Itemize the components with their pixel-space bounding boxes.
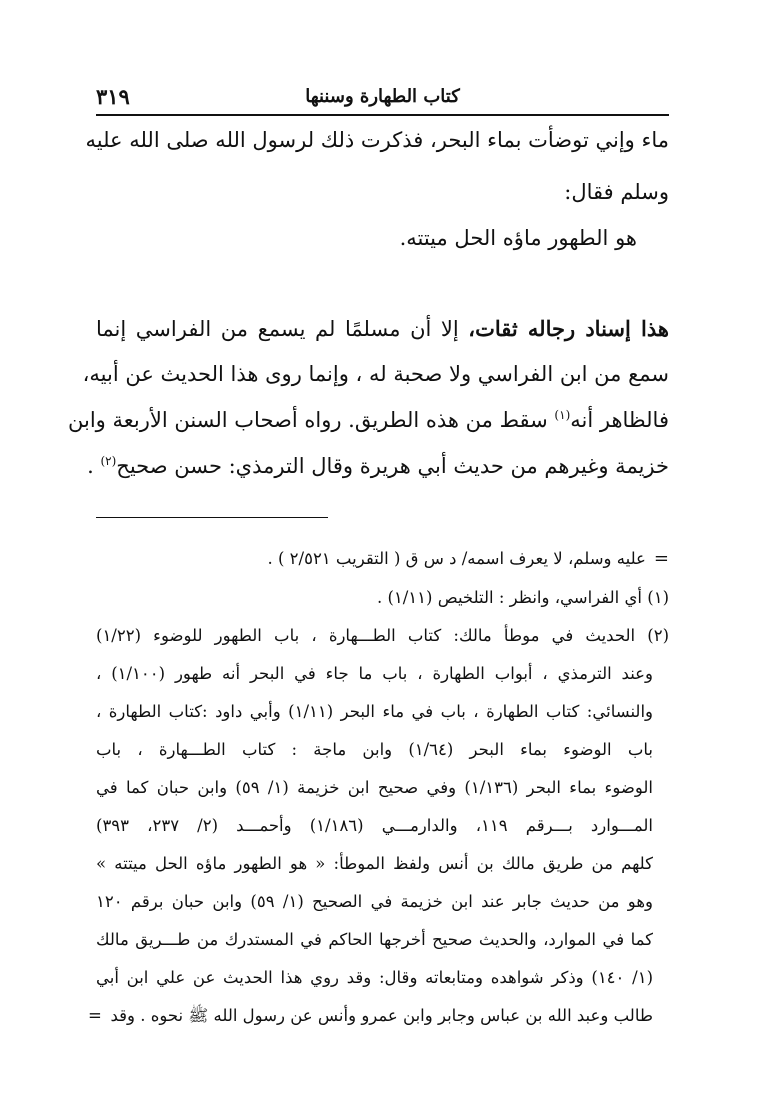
footnote-continuation [96,548,669,569]
body-line-2: وسلم فقال: [564,180,669,204]
para-line-1 [96,316,669,341]
footnote-2-line-1: (٢) الحديث في موطأ مالك: كتاب الطـــهارة ، باب الطهور للوضوء (١/٢٢) [96,626,669,645]
footnote-2-line-9: كما في الموارد، والحديث صحيح أخرجها الحاكم في المستدرك من طـــريق مالك [96,930,653,949]
footnote-2-line-11 [88,1006,653,1030]
para-line-2: سمع من ابن الفراسي ولا صحبة له ، وإنما روى هذا الحديث عن أبيه، [82,362,669,386]
para-line-3-b: سقط من هذه الطريق. رواه أصحاب السنن الأربعة وابن [67,408,555,432]
footnote-divider [96,517,328,518]
footnote-1: (١) أي الفراسي، وانظر : التلخيص (١/١١) . [376,588,669,607]
footnote-2-line-6: المـــوارد بـــرقم ١١٩، والدارمـــي (١/١٨٦) وأحمـــد (٢/ ٢٣٧، ٣٩٣) [96,816,653,835]
para-line-4-b: . [87,454,101,478]
running-header [96,84,669,116]
isnad-heading: هذا إسناد رجاله ثقات، [468,316,669,341]
footnote-2-line-3: والنسائي: كتاب الطهارة ، باب في ماء البحر (١/١١) وأبي داود :كتاب الطهارة ، [96,702,653,721]
continuation-mark: = [653,548,669,569]
footnote-ref-1: (١) [554,408,571,422]
continuation-text: عليه وسلم، لا يعرف اسمه/ د س ق ( التقريب ٢/٥٢١ ) . [267,549,646,568]
footnote-2-line-10: (١/ ١٤٠) وذكر شواهده ومتابعاته وقال: وقد روي هذا الحديث عن علي ابن أبي [96,968,654,987]
end-continuation-mark: = [88,1006,102,1025]
para-line-4-a: خزيمة وغيرهم من حديث أبي هريرة وقال الترمذي: حسن صحيح [116,454,669,478]
footnote-2-line-2: وعند الترمذي ، أبواب الطهارة ، باب ما جاء في البحر أنه طهور (١/١٠٠) ، [96,664,653,683]
para-line-4 [87,454,669,478]
chapter-title: كتاب الطهارة وسننها [305,86,460,107]
footnote-2-line-5: الوضوء بماء البحر (١/١٣٦) وفي صحيح ابن خزيمة (١/ ٥٩) وابن حبان كما في [96,778,653,797]
para-line-3-a: فالظاهر أنه [570,408,669,432]
para-line-1-rest: إلا أن مسلمًا لم يسمع من الفراسي إنما [96,317,469,341]
page-number: ٣١٩ [96,84,130,109]
body-line-1: ماء وإني توضأت بماء البحر، فذكرت ذلك لرسول الله صلى الله عليه [85,128,669,152]
footnote-2-line-11-text: طالب وعبد الله بن عباس وجابر وابن عمرو وأنس عن رسول الله ﷺ نحوه . وقد [110,1006,653,1025]
hadith-text: هو الطهور ماؤه الحل ميتته. [399,226,637,250]
footnote-2-line-4: باب الوضوء بماء البحر (١/٦٤) وابن ماجة : كتاب الطـــهارة ، باب [96,740,653,759]
para-line-3 [67,408,669,432]
footnote-2-line-8: وهو من حديث جابر عند ابن خزيمة في الصحيح (١/ ٥٩) وابن حبان برقم ١٢٠ [96,892,654,911]
footnote-ref-2: (٢) [100,454,117,468]
footnote-2-line-7: كلهم من طريق مالك بن أنس ولفظ الموطأ: « هو الطهور ماؤه الحل ميتته » [96,854,653,873]
